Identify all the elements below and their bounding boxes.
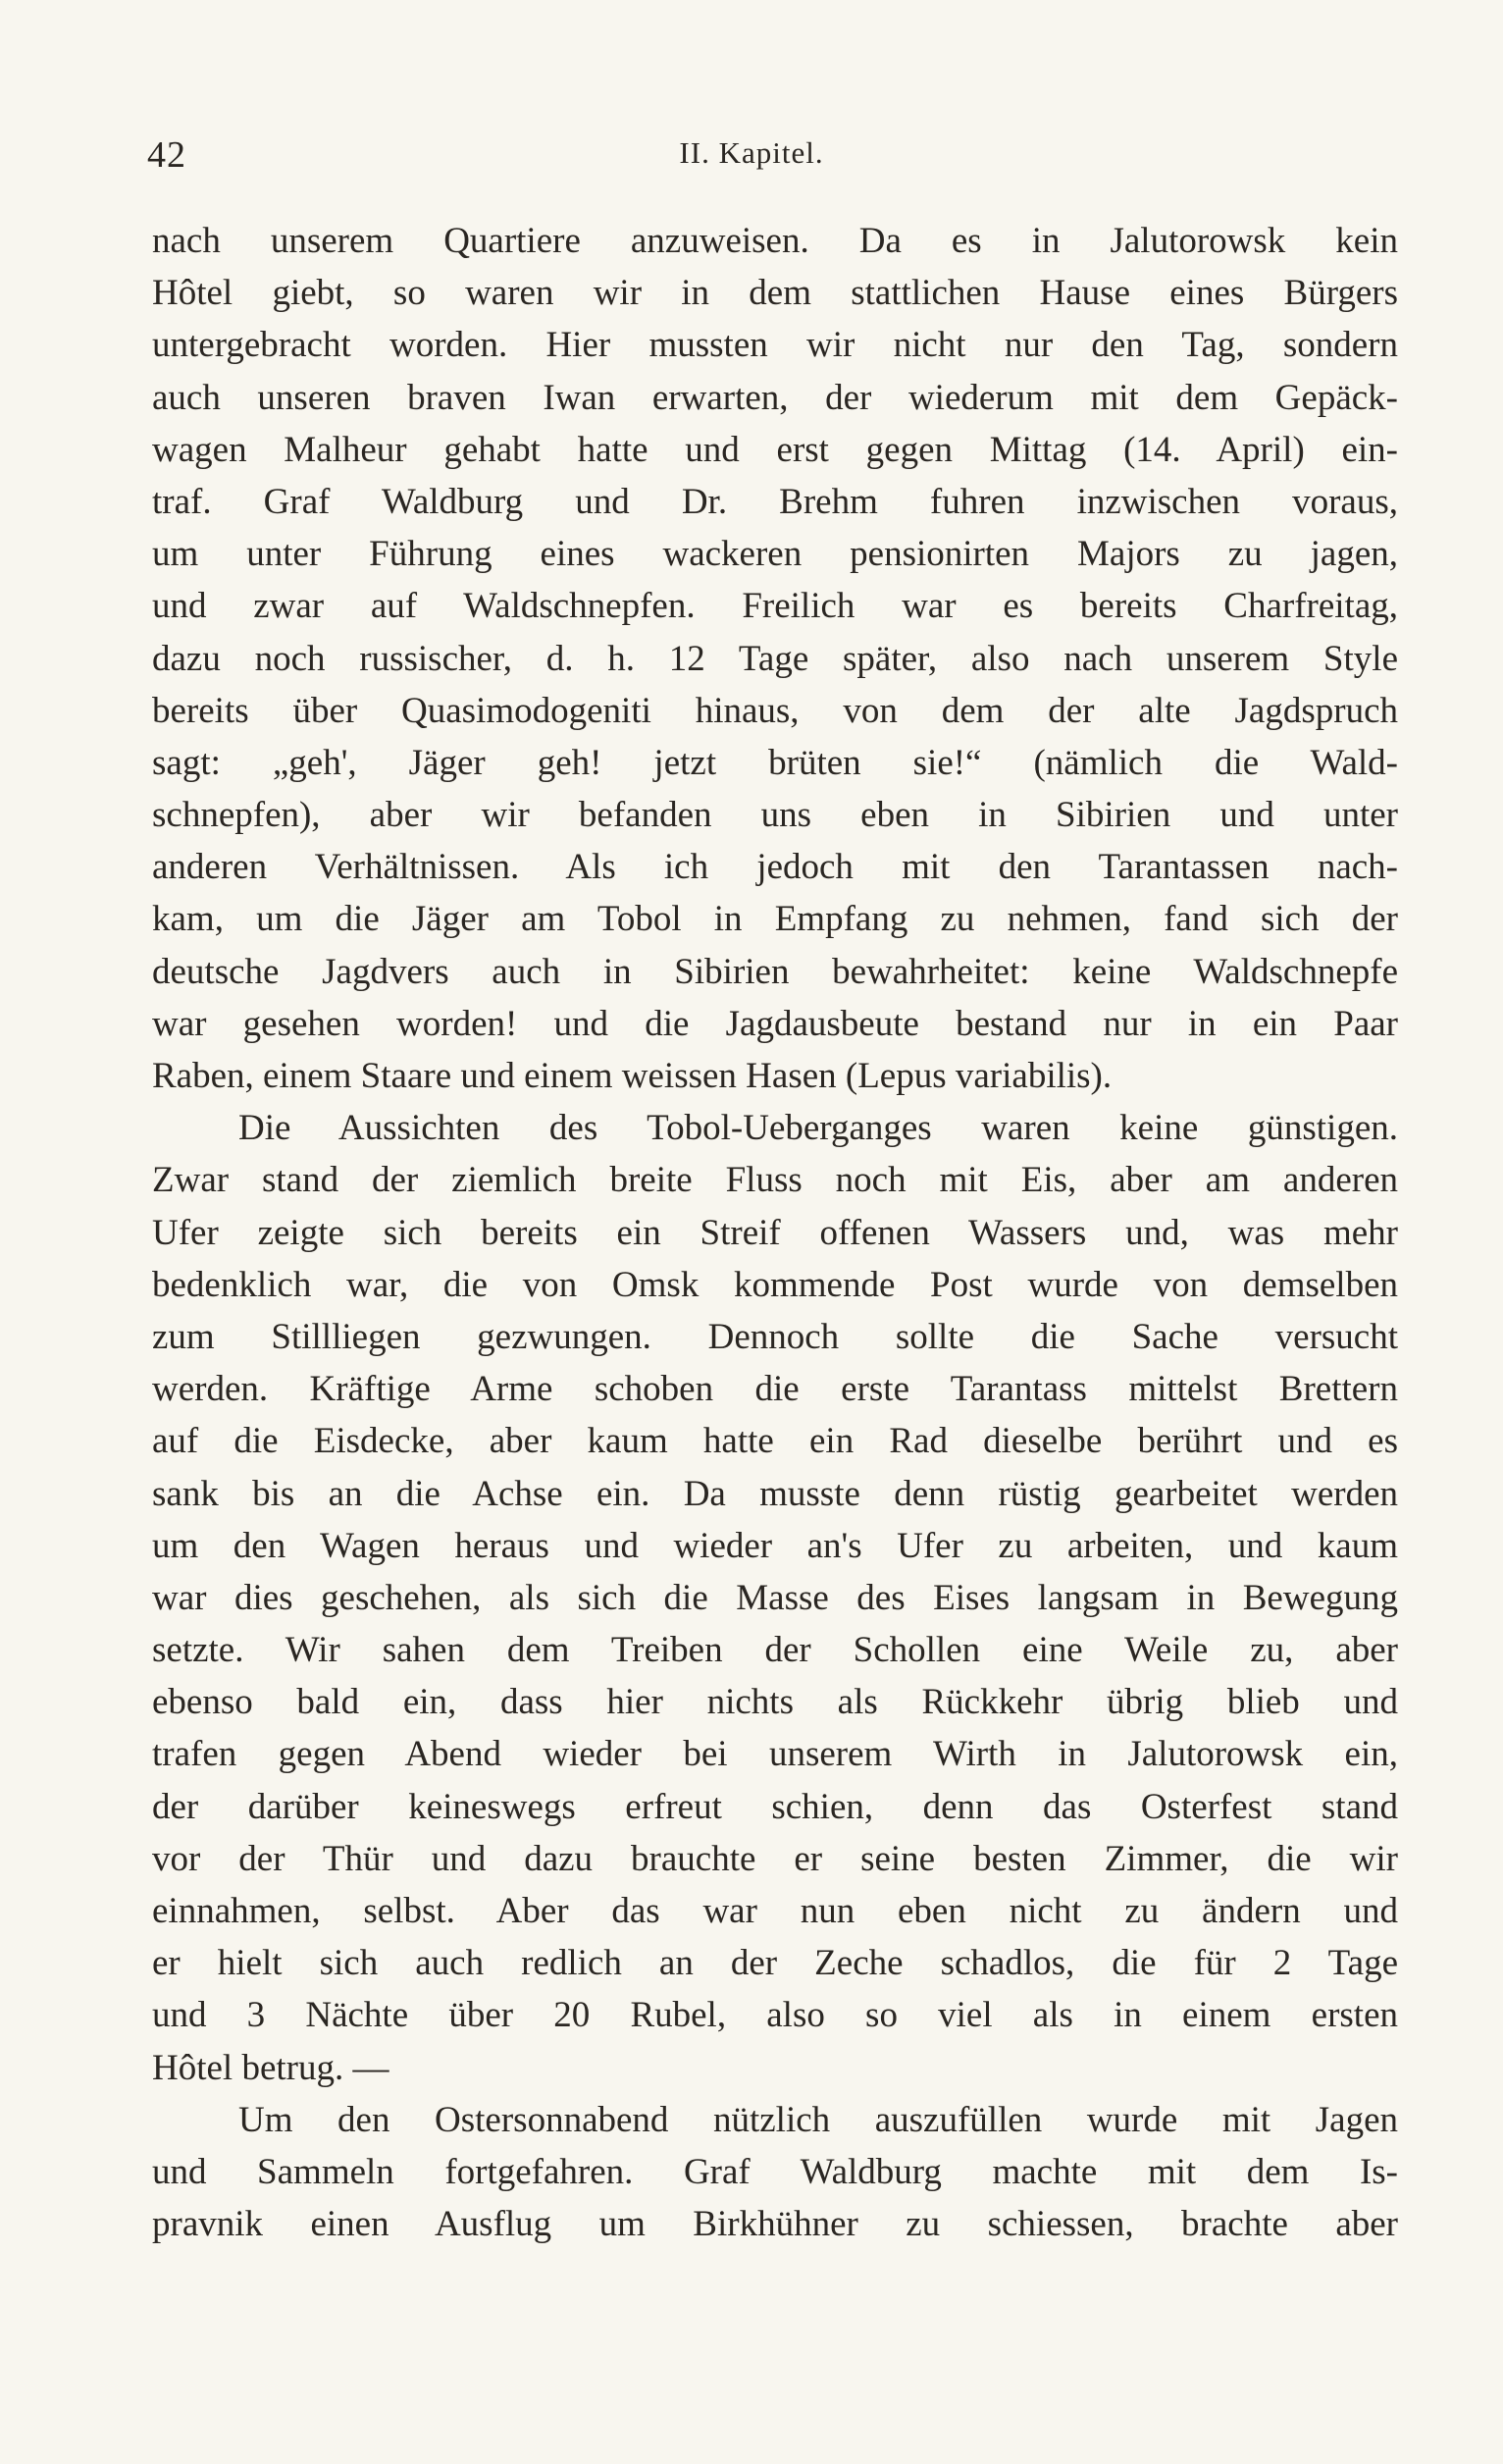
text-line: sank bis an die Achse ein. Da musste denn rüstig gearbeitet werden (152, 1473, 1398, 1514)
text-line: auf die Eisdecke, aber kaum hatte ein Rad dieselbe berührt und es (152, 1421, 1398, 1462)
text-line: trafen gegen Abend wieder bei unserem Wirth in Jalutorowsk ein, (152, 1734, 1398, 1775)
text-line: Um den Ostersonnabend nützlich auszufüllen wurde mit Jagen (238, 2099, 1398, 2140)
text-line: werden. Kräftige Arme schoben die erste Tarantass mittelst Brettern (152, 1369, 1398, 1410)
text-line: bereits über Quasimodogeniti hinaus, von dem der alte Jagdspruch (152, 690, 1398, 731)
text-line: wagen Malheur gehabt hatte und erst gegen Mittag (14. April) ein- (152, 429, 1398, 470)
text-line: war gesehen worden! und die Jagdausbeute bestand nur in ein Paar (152, 1003, 1398, 1044)
text-line: Hôtel giebt, so waren wir in dem stattlichen Hause eines Bürgers (152, 273, 1398, 314)
text-line: anderen Verhältnissen. Als ich jedoch mit den Tarantassen nach- (152, 847, 1398, 888)
running-head: II. Kapitel. (679, 135, 824, 170)
text-line: bedenklich war, die von Omsk kommende Post wurde von demselben (152, 1264, 1398, 1305)
text-line: untergebracht worden. Hier mussten wir nicht nur den Tag, sondern (152, 325, 1398, 366)
text-line: und zwar auf Waldschnepfen. Freilich war es bereits Charfreitag, (152, 586, 1398, 627)
text-line: Ufer zeigte sich bereits ein Streif offenen Wassers und, was mehr (152, 1212, 1398, 1253)
text-line: schnepfen), aber wir befanden uns eben in Sibirien und unter (152, 795, 1398, 836)
text-line: dazu noch russischer, d. h. 12 Tage später, also nach unserem Style (152, 638, 1398, 679)
text-line: pravnik einen Ausflug um Birkhühner zu schiessen, brachte aber (152, 2204, 1398, 2245)
text-line: der darüber keineswegs erfreut schien, denn das Osterfest stand (152, 1786, 1398, 1827)
text-line: er hielt sich auch redlich an der Zeche schadlos, die für 2 Tage (152, 1943, 1398, 1984)
text-line: um unter Führung eines wackeren pensionirten Majors zu jagen, (152, 534, 1398, 575)
body-text (152, 215, 1398, 2250)
text-line: nach unserem Quartiere anzuweisen. Da es in Jalutorowsk kein (152, 221, 1398, 261)
text-line: Die Aussichten des Tobol-Ueberganges waren keine günstigen. (238, 1108, 1398, 1149)
text-line: deutsche Jagdvers auch in Sibirien bewahrheitet: keine Waldschnepfe (152, 951, 1398, 992)
text-line: setzte. Wir sahen dem Treiben der Schollen eine Weile zu, aber (152, 1630, 1398, 1671)
text-line: ebenso bald ein, dass hier nichts als Rückkehr übrig blieb und (152, 1682, 1398, 1723)
text-line: einnahmen, selbst. Aber das war nun eben nicht zu ändern und (152, 1891, 1398, 1931)
text-line: war dies geschehen, als sich die Masse des Eises langsam in Bewegung (152, 1577, 1398, 1618)
text-line: auch unseren braven Iwan erwarten, der wiederum mit dem Gepäck- (152, 377, 1398, 418)
text-line: Raben, einem Staare und einem weissen Hasen (Lepus variabilis). (152, 1056, 1113, 1096)
text-line: zum Stillliegen gezwungen. Dennoch sollte die Sache versucht (152, 1316, 1398, 1357)
text-line: und Sammeln fortgefahren. Graf Waldburg machte mit dem Is- (152, 2151, 1398, 2192)
text-line: Hôtel betrug. — (152, 2047, 389, 2088)
text-line: um den Wagen heraus und wieder an's Ufer zu arbeiten, und kaum (152, 1525, 1398, 1566)
text-line: Zwar stand der ziemlich breite Fluss noch mit Eis, aber am anderen (152, 1160, 1398, 1201)
text-line: sagt: „geh', Jäger geh! jetzt brüten sie!“ (nämlich die Wald- (152, 742, 1398, 783)
page-number: 42 (147, 134, 186, 176)
text-line: kam, um die Jäger am Tobol in Empfang zu nehmen, fand sich der (152, 899, 1398, 940)
text-line: und 3 Nächte über 20 Rubel, also so viel als in einem ersten (152, 1995, 1398, 2036)
text-line: traf. Graf Waldburg und Dr. Brehm fuhren inzwischen voraus, (152, 481, 1398, 522)
text-line: vor der Thür und dazu brauchte er seine besten Zimmer, die wir (152, 1838, 1398, 1879)
